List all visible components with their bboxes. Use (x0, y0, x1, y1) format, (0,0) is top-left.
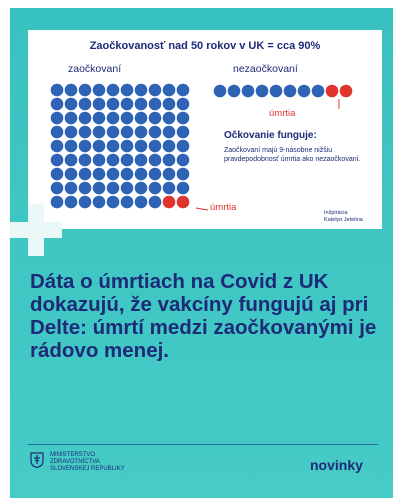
vaccinated-dot (65, 112, 78, 125)
unvaccinated-dot (298, 85, 311, 98)
vaccinated-dot (51, 182, 64, 195)
vaccinated-dot (79, 112, 92, 125)
vaccinated-dot (107, 196, 120, 209)
ministry-line-3: SLOVENSKEJ REPUBLIKY (50, 466, 125, 472)
vaccinated-dot (79, 196, 92, 209)
vaccinated-dot (93, 182, 106, 195)
unvaccinated-dot (214, 85, 227, 98)
vaccinated-dot (107, 126, 120, 139)
vaccinated-dot (149, 168, 162, 181)
vaccinated-dot (93, 140, 106, 153)
vaccinated-dot (149, 84, 162, 97)
vaccinated-dot (51, 140, 64, 153)
vaccinated-dot (135, 126, 148, 139)
vaccinated-label: zaočkovaní (68, 63, 122, 75)
vaccinated-dot (79, 84, 92, 97)
info-title: Očkovanie funguje: (224, 130, 317, 141)
vaccinated-dot (79, 168, 92, 181)
credit (324, 210, 363, 224)
unvaccinated-death-dot (340, 85, 353, 98)
vaccinated-dot (177, 168, 190, 181)
vaccinated-dot (107, 140, 120, 153)
vaccinated-dot (79, 126, 92, 139)
vaccinated-dot (135, 112, 148, 125)
vaccinated-dot (121, 84, 134, 97)
info-text: Zaočkovaní majú 9-násobne nižšiu pravdepodobnosť úmrtia ako nezaočkovaní. (224, 147, 361, 163)
vaccinated-dot (93, 168, 106, 181)
vaccinated-dot (163, 154, 176, 167)
vaccinated-dot (177, 84, 190, 97)
unvaccinated-deaths-label: úmrtia (269, 108, 296, 119)
unvaccinated-death-dot (326, 85, 339, 98)
credit-line-2: Katelyn Jetelina (324, 217, 363, 223)
vaccinated-dot (121, 196, 134, 209)
vaccinated-death-dot (163, 196, 176, 209)
vaccinated-dot (79, 182, 92, 195)
vaccinated-dot (177, 182, 190, 195)
vaccinated-dot (79, 98, 92, 111)
vaccinated-dot (107, 98, 120, 111)
vaccinated-dot (93, 154, 106, 167)
vaccinated-dot (107, 154, 120, 167)
unvaccinated-dot (256, 85, 269, 98)
divider (28, 444, 378, 445)
vaccinated-dot (93, 84, 106, 97)
vaccinated-dot (65, 182, 78, 195)
vaccinated-dot (177, 154, 190, 167)
vaccinated-dot (149, 140, 162, 153)
vaccinated-dot (163, 98, 176, 111)
unvaccinated-dot (270, 85, 283, 98)
vaccinated-dot (93, 98, 106, 111)
vaccinated-dot (149, 154, 162, 167)
vaccinated-dot (149, 98, 162, 111)
vaccinated-dot (163, 112, 176, 125)
unvaccinated-dot (228, 85, 241, 98)
vaccinated-dot (163, 140, 176, 153)
vaccinated-dot (121, 168, 134, 181)
unvaccinated-label: nezaočkovaní (233, 63, 298, 75)
vaccinated-dot (79, 154, 92, 167)
vaccinated-dot (135, 154, 148, 167)
headline: Dáta o úmrtiach na Covid z UK dokazujú, že vakcíny fungujú aj pri Delte: úmrtí medzi zaočkovanými je rádovo menej. (30, 270, 377, 362)
vaccinated-dot (107, 84, 120, 97)
vaccinated-dot (177, 140, 190, 153)
unvaccinated-dot (284, 85, 297, 98)
vaccinated-dot (65, 168, 78, 181)
vaccinated-dot (65, 154, 78, 167)
vaccinated-dot (107, 182, 120, 195)
vaccinated-dot (121, 182, 134, 195)
vaccinated-dot (149, 196, 162, 209)
vaccinated-dot (135, 140, 148, 153)
vaccinated-dot (107, 168, 120, 181)
plus-icon (10, 204, 62, 256)
vaccinated-death-connector (196, 208, 208, 210)
card-title: Zaočkovanosť nad 50 rokov v UK = cca 90% (89, 40, 321, 52)
vaccinated-dot (93, 196, 106, 209)
vaccinated-dot (93, 126, 106, 139)
ministry-name (50, 452, 190, 473)
vaccinated-dot (135, 168, 148, 181)
vaccinated-dot (51, 98, 64, 111)
vaccinated-dot (135, 196, 148, 209)
vaccinated-dot (121, 126, 134, 139)
vaccinated-dot (163, 168, 176, 181)
vaccinated-dot (163, 84, 176, 97)
vaccinated-dot (149, 182, 162, 195)
vaccinated-dot (149, 112, 162, 125)
vaccinated-dot (65, 140, 78, 153)
vaccinated-dot (51, 154, 64, 167)
vaccinated-death-dot (177, 196, 190, 209)
vaccinated-dot (121, 154, 134, 167)
vaccinated-dot (135, 182, 148, 195)
vaccinated-dot (65, 84, 78, 97)
unvaccinated-dot (312, 85, 325, 98)
vaccinated-dot (163, 182, 176, 195)
vaccinated-dot (107, 112, 120, 125)
vaccinated-dot (177, 126, 190, 139)
infographic (10, 8, 393, 498)
vaccinated-dot (177, 98, 190, 111)
vaccinated-dot (65, 196, 78, 209)
crest-icon (30, 452, 44, 468)
vaccinated-dot (121, 112, 134, 125)
brand-logo: novinky (310, 457, 363, 473)
vaccinated-dot (93, 112, 106, 125)
ministry-line-1: MINISTERSTVO (50, 452, 96, 458)
vaccinated-dot (51, 84, 64, 97)
vaccinated-dot (51, 168, 64, 181)
credit-line-1: Inšpirácia (324, 210, 348, 216)
vaccinated-dot (65, 126, 78, 139)
vaccinated-dot (135, 98, 148, 111)
vaccinated-dot (51, 112, 64, 125)
ministry-line-2: ZDRAVOTNÍCTVA (50, 459, 100, 465)
vaccinated-dot (79, 140, 92, 153)
vaccinated-dot (65, 98, 78, 111)
vaccinated-dot (177, 112, 190, 125)
vaccinated-dot (149, 126, 162, 139)
vaccinated-dot (51, 126, 64, 139)
unvaccinated-dot (242, 85, 255, 98)
vaccinated-deaths-label: úmrtia (210, 202, 237, 213)
vaccinated-dot (163, 126, 176, 139)
vaccinated-dot (135, 84, 148, 97)
vaccinated-dot (121, 140, 134, 153)
vaccinated-dot (121, 98, 134, 111)
vaccination-card (28, 30, 382, 229)
dot-grid (28, 30, 382, 229)
